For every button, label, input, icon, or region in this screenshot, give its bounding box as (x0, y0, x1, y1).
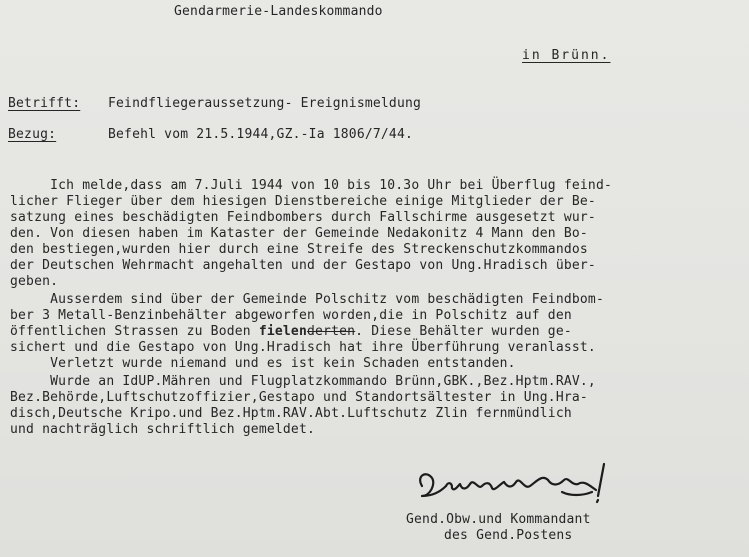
reference-label: Bezug: (8, 127, 57, 142)
body-line: und nachträglich schriftlich gemeldet. (10, 422, 316, 437)
body-line: den bestiegen,wurden hier durch eine Streife des Streckenschutzkommandos (10, 242, 588, 257)
body-line: sichert und die Gestapo von Ung.Hradisch hat ihre Überführung veranlasst. (10, 340, 596, 355)
subject-text: Feindfliegeraussetzung- Ereignismeldung (108, 96, 422, 111)
body-line: geben. (10, 274, 59, 289)
body-line: licher Flieger über dem hiesigen Dienstbereiche einige Mitglieder der Be- (10, 194, 596, 209)
body-line: den. Von diesen haben im Kataster der Gemeinde Nedakonitz 4 Mann den Bo- (10, 226, 588, 241)
body-line-before: öffentlichen Strassen zu Boden (10, 324, 259, 339)
body-line: Wurde an IdUP.Mähren und Flugplatzkommando Brünn,GBK.,Bez.Hptm.RAV., (10, 374, 596, 389)
subject-label: Betrifft: (8, 96, 81, 111)
body-line: Ich melde,dass am 7.Juli 1944 von 10 bis 10.3o Uhr bei Überflug feind- (10, 178, 612, 193)
body-line: disch,Deutsche Kripo.und Bez.Hptm.RAV.Abt.Luftschutz Zlin fernmündlich (10, 406, 572, 421)
addressee-place: in Brünn. (522, 48, 611, 63)
signature-title-line2: des Gend.Postens (444, 528, 573, 543)
addressee-authority: Gendarmerie-Landeskommando (174, 4, 383, 19)
reference-text: Befehl vom 21.5.1944,GZ.-Ia 1806/7/44. (108, 127, 414, 142)
body-line-after: . Diese Behälter wurden ge- (355, 324, 572, 339)
signature-title-line1: Gend.Obw.und Kommandant (406, 512, 591, 527)
body-line: Ausserdem sind über der Gemeinde Polschitz vom beschädigten Feindbom- (10, 292, 604, 307)
body-line: Bez.Behörde,Luftschutzoffizier,Gestapo und Standortsältester in Ung.Hra- (10, 390, 588, 405)
body-line-correction (10, 324, 572, 340)
handwritten-signature (412, 456, 626, 516)
handwritten-insertion: fielen (258, 324, 307, 339)
struck-text: derten (307, 324, 356, 339)
body-line: der Deutschen Wehrmacht angehalten und der Gestapo von Ung.Hradisch über- (10, 258, 596, 273)
body-line: Verletzt wurde niemand und es ist kein Schaden entstanden. (10, 356, 516, 371)
body-line: satzung eines beschädigten Feindbombers durch Fallschirme ausgesetzt wur- (10, 210, 596, 225)
body-line: ber 3 Metall-Benzinbehälter abgeworfen worden,die in Polschitz auf den (10, 308, 572, 323)
